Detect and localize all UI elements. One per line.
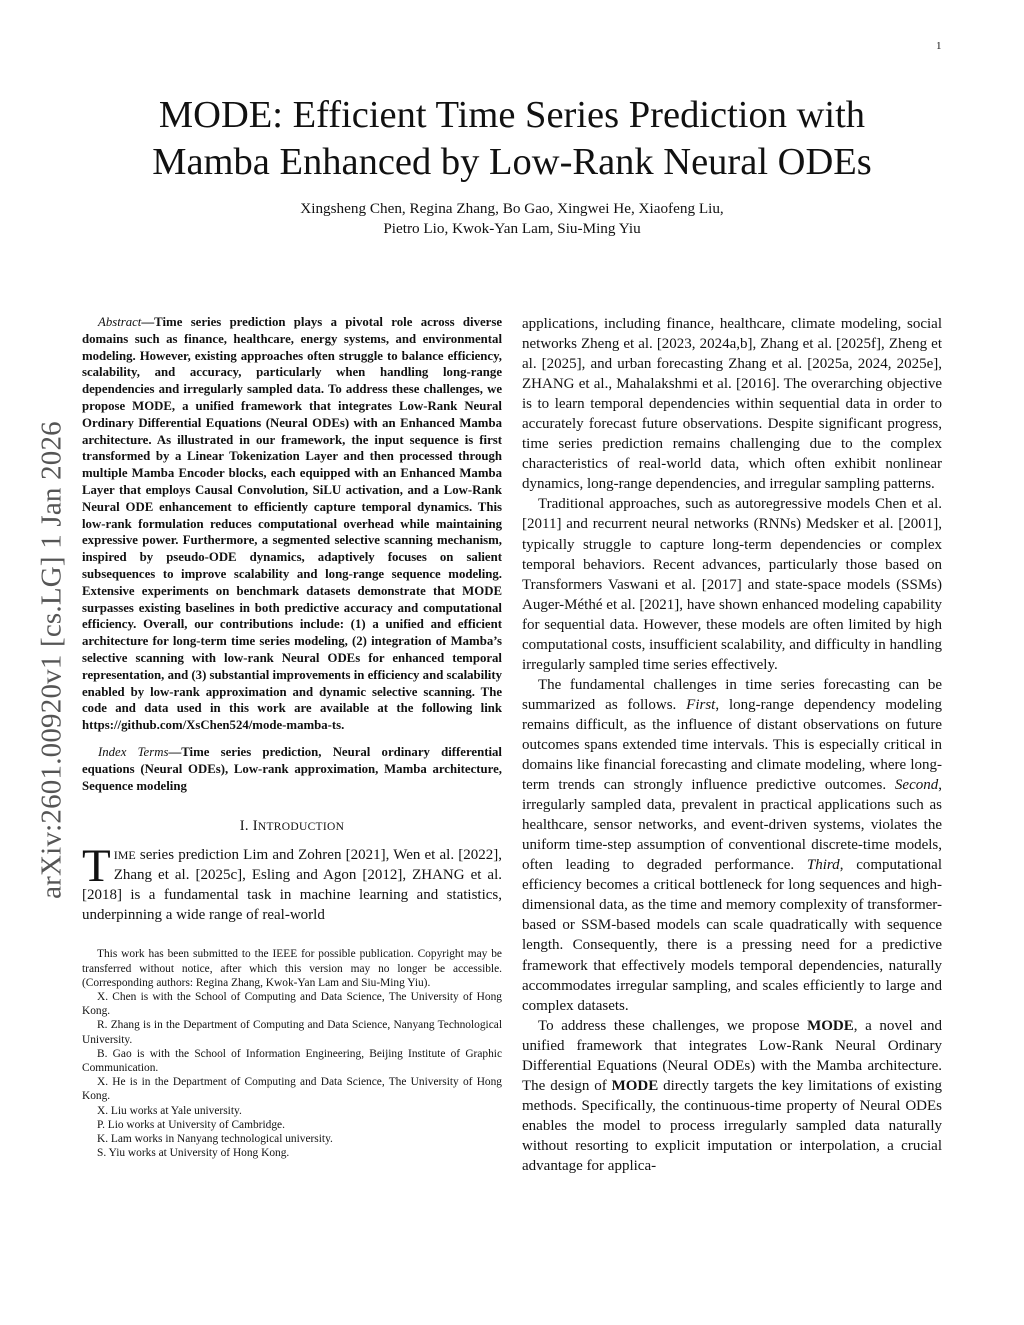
- title-line-2: Mamba Enhanced by Low-Rank Neural ODEs: [152, 141, 872, 183]
- p3-part-c: , irregularly sampled data, prevalent in practical applications such as healthcare, sensor networks, and event-driven systems, violates the uniform time-step assumption of conventional discrete-time models, often leading to degraded performance.: [522, 777, 942, 874]
- body-paragraph-4: [522, 1016, 942, 1176]
- p4-part-a: To address these challenges, we propose: [538, 1017, 808, 1034]
- paper-title: [100, 92, 924, 186]
- footnote-item: X. Liu works at Yale university.: [97, 1104, 242, 1117]
- arxiv-stamp-text: arXiv:2601.00920v1 [cs.LG] 1 Jan 2026: [35, 421, 68, 899]
- title-block: [100, 92, 924, 239]
- page-number: 1: [936, 40, 942, 52]
- authors-line-2: Pietro Lio, Kwok-Yan Lam, Siu-Ming Yiu: [383, 220, 641, 237]
- abstract: [82, 314, 502, 734]
- index-terms: [82, 744, 502, 794]
- footnote-item: R. Zhang is in the Department of Computing and Data Science, Nanyang Technological University.: [82, 1019, 502, 1046]
- title-line-1: MODE: Efficient Time Series Prediction with: [158, 94, 866, 136]
- emphasis-second: Second: [894, 777, 939, 794]
- intro-caps: IME: [113, 848, 136, 863]
- section-heading-introduction: [82, 818, 502, 835]
- emphasis-first: First: [686, 696, 716, 713]
- footnote-item: P. Lio works at University of Cambridge.: [97, 1118, 285, 1131]
- body-paragraph-2: Traditional approaches, such as autoregressive models Chen et al. [2011] and recurrent neural networks (RNNs) Medsker et al. [2001], typically struggle to capture long-term dependencies or complex temporal behaviors. Recent advances, particularly those based on Transformers Vaswani et al. [2017] and state-space models (SSMs) Auger-Méthé et al. [2021], have shown enhanced modeling capability for sequential data. However, these models are often limited by high computational costs, insufficient scalability, and difficulty in handling irregularly sampled time series effectively.: [522, 496, 942, 673]
- intro-paragraph: [82, 840, 502, 925]
- emphasis-third: Third: [806, 857, 840, 874]
- footnote-item: B. Gao is with the School of Information Engineering, Beijing Institute of Graphic Communication.: [82, 1047, 502, 1074]
- mode-bold-1: MODE: [807, 1017, 854, 1034]
- mode-bold-2: MODE: [611, 1077, 659, 1094]
- section-rest-caps: NTRODUCTION: [257, 821, 345, 834]
- p4-part-b: , a novel and unified framework that integrates Low-Rank Neural Ordinary Differential Equations (Neural ODEs) with the Mamba architecture. The design of: [522, 1017, 942, 1094]
- left-column: [82, 314, 502, 1160]
- index-terms-label: Index Terms: [98, 744, 169, 759]
- author-list: [100, 199, 924, 239]
- footnote-item: X. Chen is with the School of Computing and Data Science, The University of Hong Kong.: [82, 990, 502, 1018]
- right-column: [522, 314, 942, 1176]
- authors-line-1: Xingsheng Chen, Regina Zhang, Bo Gao, Xingwei He, Xiaofeng Liu,: [300, 200, 724, 217]
- dropcap-letter: T: [82, 840, 111, 893]
- p3-part-b: , long-range dependency modeling remains difficult, as the influence of distant observations on future outcomes spans extended time intervals. This is especially critical in domains like financial forecasting and climate modeling, where long-term trends can strongly influence predictive outcomes.: [522, 696, 942, 794]
- footnote-item: X. He is in the Department of Computing and Data Science, The University of Hong Kong.: [82, 1076, 502, 1103]
- footnotes: [82, 947, 502, 1160]
- p3-part-d: , computational efficiency becomes a critical bottleneck for long sequences and high-dimensional data, as the time and memory complexity of transformer-based or SSM-based models can scale quadratically with sequence length. Consequently, there is a pressing need for a predictive framework that effectively models temporal dependencies, naturally accommodates irregular sampling, and scales efficiently to large and complex datasets.: [522, 857, 942, 1014]
- index-terms-text: —Time series prediction, Neural ordinary differential equations (Neural ODEs), Low-rank approximation, Mamba architecture, Sequence modeling: [82, 744, 502, 793]
- section-number: I.: [239, 818, 253, 835]
- body-paragraph-3: [522, 675, 942, 1016]
- footnote-item: K. Lam works in Nanyang technological university.: [97, 1132, 333, 1145]
- abstract-text: —Time series prediction plays a pivotal role across diverse domains such as finance, healthcare, energy systems, and environmental modeling. However, existing approaches often struggle to balance efficiency, scalability, and accuracy, particularly when handling long-range dependencies and irregularly sampled data. To address these challenges, we propose MODE, a unified framework that integrates Low-Rank Neural Ordinary Differential Equations (Neural ODEs) with an Enhanced Mamba architecture. As illustrated in our framework, the input sequence is first transformed by a Linear Tokenization Layer and then processed through multiple Mamba Encoder blocks, each equipped with an Enhanced Mamba Layer that employs Causal Convolution, SiLU activation, and a Low-Rank Neural ODE enhancement to efficiently capture temporal dynamics. This low-rank formulation reduces computational overhead while maintaining expressive power. Furthermore, a segmented selective scanning mechanism, inspired by pseudo-ODE dynamics, adaptively focuses on salient subsequences to improve scalability and long-range sequence modeling. Extensive experiments on benchmark datasets demonstrate that MODE surpasses existing baselines in both predictive accuracy and computational efficiency. Overall, our contributions include: (1) a unified and efficient architecture for long-term time series modeling, (2) integration of Mamba’s selective scanning with low-rank Neural ODEs for enhanced temporal representation, and (3) substantial improvements in efficiency and scalability enabled by low-rank approximation and dynamic selective scanning. The code and data used in this work are available at the following link https://github.com/XsChen524/mode-mamba-ts.: [82, 315, 502, 733]
- footnote-item: S. Yiu works at University of Hong Kong.: [97, 1147, 290, 1160]
- intro-text: series prediction Lim and Zohren [2021], Wen et al. [2022], Zhang et al. [2025c], Esling and Agon [2012], ZHANG et al. [2018] is a fundamental task in machine learning and statistics, underpinning a wide range of real-world: [82, 847, 502, 924]
- body-paragraph-1: applications, including finance, healthcare, climate modeling, social networks Zheng et al. [2023, 2024a,b], Zhang et al. [2025f], Zheng et al. [2025], and urban forecasting Zhang et al. [2025a, 2024, 2025e], ZHANG et al., Mahalakshmi et al. [2016]. The overarching objective is to learn temporal dependencies within sequential data in order to accurately forecast future observations. Despite significant progress, time series prediction remains challenging due to the complex characteristics of real-world data, which often exhibit nonlinear dynamics, long-range dependencies, and irregular sampling patterns.: [522, 316, 942, 493]
- p4-part-c: directly targets the key limitations of existing methods. Specifically, the continuous-time property of Neural ODEs enables the model to process irregularly sampled data naturally without resorting to explicit imputation or interpolation, a crucial advantage for applica-: [522, 1077, 943, 1174]
- p3-part-a: The fundamental challenges in time series forecasting can be summarized as follows.: [522, 676, 942, 713]
- abstract-label: Abstract: [98, 315, 142, 329]
- section-first-letter: I: [252, 818, 258, 835]
- footnote-item: This work has been submitted to the IEEE for possible publication. Copyright may be transferred without notice, after which this version may no longer be accessible. (Corresponding authors: Regina Zhang, Kwok-Yan Lam and Siu-Ming Yiu).: [82, 948, 502, 989]
